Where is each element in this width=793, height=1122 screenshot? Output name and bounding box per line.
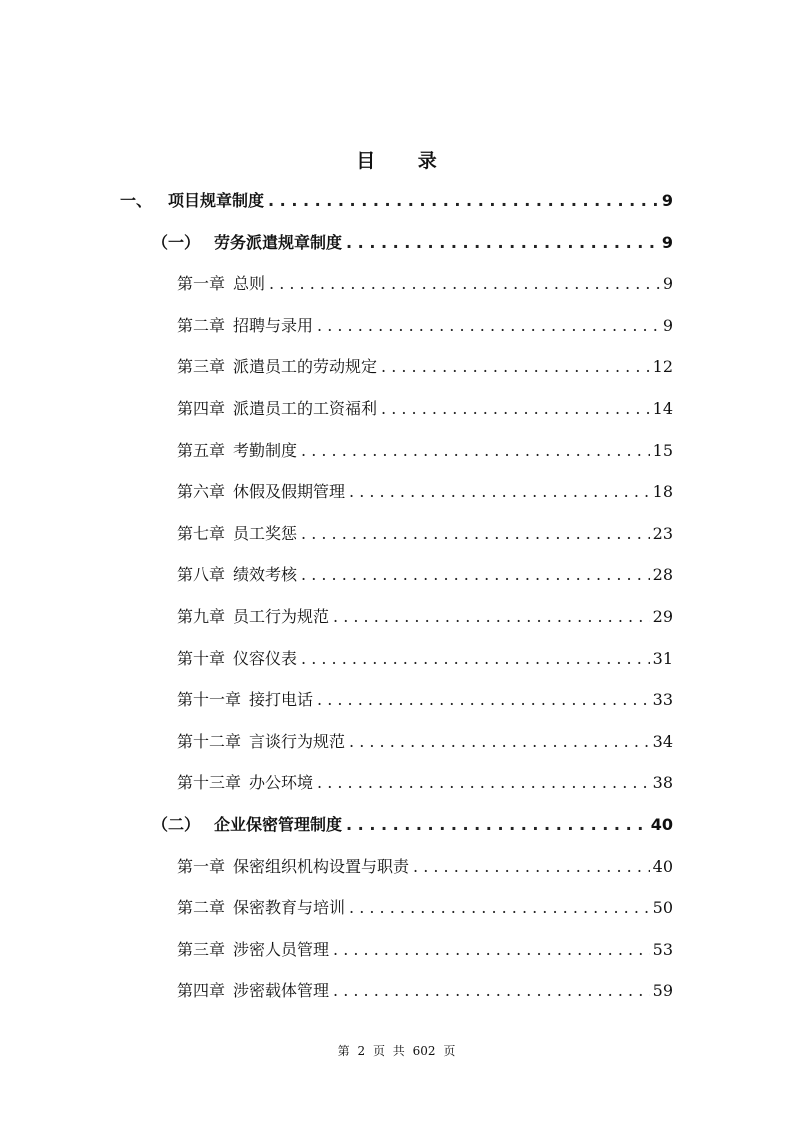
toc-entry-page-number: 33 (652, 690, 673, 710)
toc-entry-page-number: 12 (652, 357, 673, 377)
toc-entry-title: 仪容仪表 (233, 648, 298, 668)
toc-dot-leader (333, 604, 650, 630)
toc-dot-leader (317, 687, 650, 713)
toc-entry[interactable] (152, 812, 673, 838)
toc-entry[interactable] (152, 230, 673, 256)
footer-current-page: 2 (357, 1044, 366, 1058)
toc-entry-title: 保密组织机构设置与职责 (233, 856, 410, 876)
toc-entry-number: （二） (152, 815, 201, 834)
toc-entry-title: 绩效考核 (233, 565, 298, 585)
toc-entry[interactable] (177, 604, 673, 630)
toc-entry-number: 第十一章 (177, 690, 242, 710)
toc-entry[interactable] (177, 438, 673, 464)
toc-entry-page-number: 31 (652, 648, 673, 668)
toc-entry-title: 员工行为规范 (233, 607, 330, 626)
toc-dot-leader (333, 937, 650, 963)
toc-entry-title: 劳务派遣规章制度 (214, 232, 343, 252)
toc-dot-leader (349, 479, 650, 505)
toc-entry-page-number: 15 (652, 440, 673, 460)
toc-entry-title: 休假及假期管理 (233, 482, 346, 502)
toc-entry-number: 第六章 (177, 482, 226, 502)
toc-entry[interactable] (177, 854, 673, 880)
toc-entry[interactable] (177, 396, 673, 422)
footer-suffix: 页 (443, 1044, 456, 1058)
toc-entry[interactable] (177, 562, 673, 588)
toc-dot-leader (346, 230, 659, 256)
toc-entry-number: 第一章 (177, 856, 226, 876)
toc-entry-title: 接打电话 (249, 690, 314, 710)
toc-entry-title: 办公环境 (249, 773, 314, 793)
toc-entry[interactable] (177, 687, 673, 713)
toc-entry-number: 第三章 (177, 939, 226, 959)
toc-entry-page-number: 9 (661, 232, 673, 252)
toc-entry-number: （一） (152, 232, 201, 252)
toc-entry-page-number: 28 (652, 565, 673, 585)
toc-entry[interactable] (177, 937, 673, 963)
footer-prefix: 第 (337, 1044, 350, 1058)
toc-entry-number: 第一章 (177, 274, 226, 294)
toc-entry-number: 第十三章 (177, 773, 242, 793)
page-title: 目 录 (356, 150, 455, 172)
toc-entry-number: 第二章 (177, 315, 226, 335)
toc-entry[interactable] (120, 188, 673, 214)
toc-entry-number: 第二章 (177, 898, 226, 918)
toc-entry-title: 企业保密管理制度 (214, 815, 343, 834)
toc-entry-page-number: 14 (652, 399, 673, 418)
toc-entry[interactable] (177, 895, 673, 921)
toc-entry-page-number: 9 (662, 315, 673, 335)
toc-entry-number: 第三章 (177, 357, 226, 377)
toc-dot-leader (346, 812, 648, 838)
toc-entry-page-number: 50 (652, 898, 673, 918)
toc-dot-leader (333, 978, 650, 1004)
toc-entry-page-number: 34 (652, 731, 673, 751)
toc-entry-page-number: 18 (652, 482, 673, 502)
toc-entry-title: 项目规章制度 (168, 191, 265, 210)
toc-entry-number: 第四章 (177, 399, 226, 418)
toc-entry-page-number: 23 (652, 523, 673, 543)
toc-entry-title: 言谈行为规范 (249, 731, 346, 751)
toc-dot-leader (301, 521, 650, 547)
page-footer (0, 1042, 793, 1059)
toc-entry-number: 第七章 (177, 523, 226, 543)
toc-entry-page-number: 40 (652, 856, 673, 876)
toc-entry-title: 招聘与录用 (233, 315, 314, 335)
toc-entry-number: 第四章 (177, 981, 226, 1001)
footer-total-word: 共 (392, 1044, 405, 1058)
toc-entry[interactable] (177, 978, 673, 1004)
toc-entry-page-number: 9 (662, 274, 673, 294)
toc-entry[interactable] (177, 313, 673, 339)
toc-entry-number: 第十二章 (177, 731, 242, 751)
toc-dot-leader (381, 396, 650, 422)
toc-entry[interactable] (177, 354, 673, 380)
toc-entry[interactable] (177, 271, 673, 297)
toc-entry-number: 第八章 (177, 565, 226, 585)
toc-dot-leader (349, 895, 650, 921)
footer-page-word: 页 (372, 1044, 385, 1058)
toc-dot-leader (301, 562, 650, 588)
toc-entry-title: 保密教育与培训 (233, 898, 346, 918)
toc-entry-title: 考勤制度 (233, 440, 298, 460)
toc-dot-leader (301, 646, 650, 672)
toc-entry-page-number: 40 (650, 815, 673, 834)
toc-entry-page-number: 59 (652, 981, 673, 1001)
toc-entry-page-number: 38 (652, 773, 673, 793)
toc-entry-title: 总则 (233, 274, 266, 294)
toc-entry[interactable] (177, 729, 673, 755)
toc-entry-title: 员工奖惩 (233, 523, 298, 543)
toc-entry-number: 第十章 (177, 648, 226, 668)
toc-dot-leader (317, 313, 660, 339)
toc-dot-leader (269, 271, 660, 297)
toc-entry-title: 派遣员工的劳动规定 (233, 357, 378, 377)
toc-entry[interactable] (177, 646, 673, 672)
toc-entry-title: 派遣员工的工资福利 (233, 399, 378, 418)
toc-entry-number: 第九章 (177, 607, 226, 626)
toc-entry[interactable] (177, 770, 673, 796)
toc-entry-number: 第五章 (177, 440, 226, 460)
toc-dot-leader (268, 188, 659, 214)
toc-dot-leader (381, 354, 650, 380)
toc-dot-leader (413, 854, 650, 880)
toc-entry-page-number: 29 (652, 607, 673, 626)
toc-entry[interactable] (177, 521, 673, 547)
toc-entry-page-number: 9 (661, 191, 673, 210)
toc-entry-title: 涉密人员管理 (233, 939, 330, 959)
toc-entry-number: 一、 (120, 191, 153, 210)
toc-entry-title: 涉密载体管理 (233, 981, 330, 1001)
toc-dot-leader (349, 729, 650, 755)
toc-dot-leader (317, 770, 650, 796)
toc-entry[interactable] (177, 479, 673, 505)
toc-entry-page-number: 53 (652, 939, 673, 959)
footer-total-pages: 602 (412, 1044, 436, 1058)
toc-dot-leader (301, 438, 650, 464)
